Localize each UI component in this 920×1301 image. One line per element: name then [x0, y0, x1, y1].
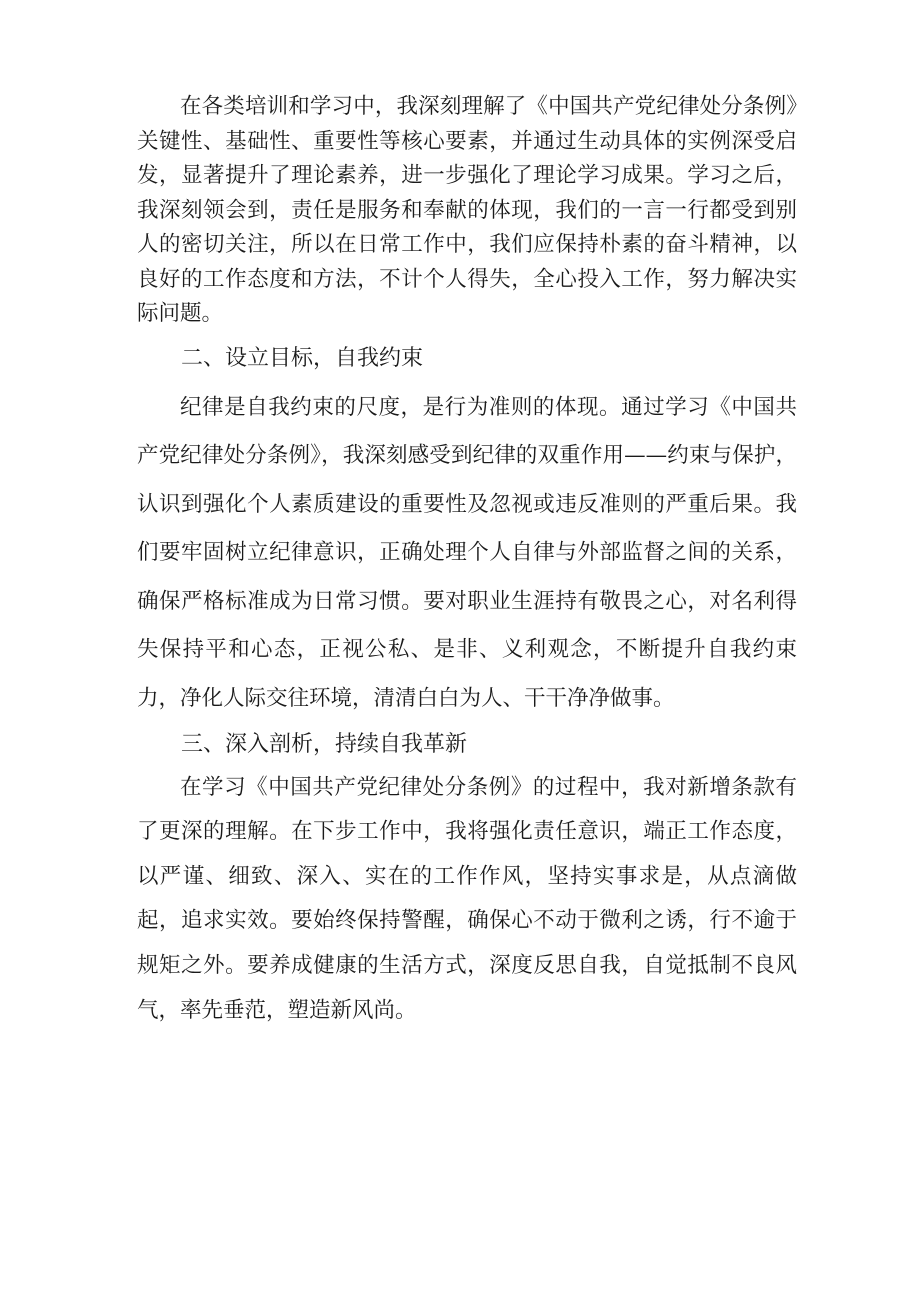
paragraph-self-discipline: 纪律是自我约束的尺度，是行为准则的体现。通过学习《中国共产党纪律处分条例》，我深刻感受到纪律的双重作用——约束与保护，认识到强化个人素质建设的重要性及忽视或违反准则的严重后果。我们要牢固树立纪律意识，正确处理个人自律与外部监督之间的关系，确保严格标准成为日常习惯。要对职业生涯持有敬畏之心，对名利得失保持平和心态，正视公私、是非、义利观念，不断提升自我约束力，净化人际交往环境，清清白白为人、干干净净做事。: [137, 394, 797, 712]
document-body: [137, 90, 797, 1033]
paragraph-self-renewal: 在学习《中国共产党纪律处分条例》的过程中，我对新增条款有了更深的理解。在下步工作中，我将强化责任意识，端正工作态度，以严谨、细致、深入、实在的工作作风，坚持实事求是，从点滴做起，追求实效。要始终保持警醒，确保心不动于微利之诱，行不逾于规矩之外。要养成健康的生活方式，深度反思自我，自觉抵制不良风气，率先垂范，塑造新风尚。: [137, 774, 797, 1023]
paragraph-training-reflection: 在各类培训和学习中，我深刻理解了《中国共产党纪律处分条例》关键性、基础性、重要性等核心要素，并通过生动具体的实例深受启发，显著提升了理论素养，进一步强化了理论学习成果。学习之后，我深刻领会到，责任是服务和奉献的体现，我们的一言一行都受到别人的密切关注，所以在日常工作中，我们应保持朴素的奋斗精神，以良好的工作态度和方法，不计个人得失，全心投入工作，努力解决实际问题。: [137, 94, 797, 326]
section-heading-self-renewal: 三、深入剖析，持续自我革新: [181, 731, 468, 757]
section-heading-set-goals: 二、设立目标，自我约束: [181, 345, 424, 371]
